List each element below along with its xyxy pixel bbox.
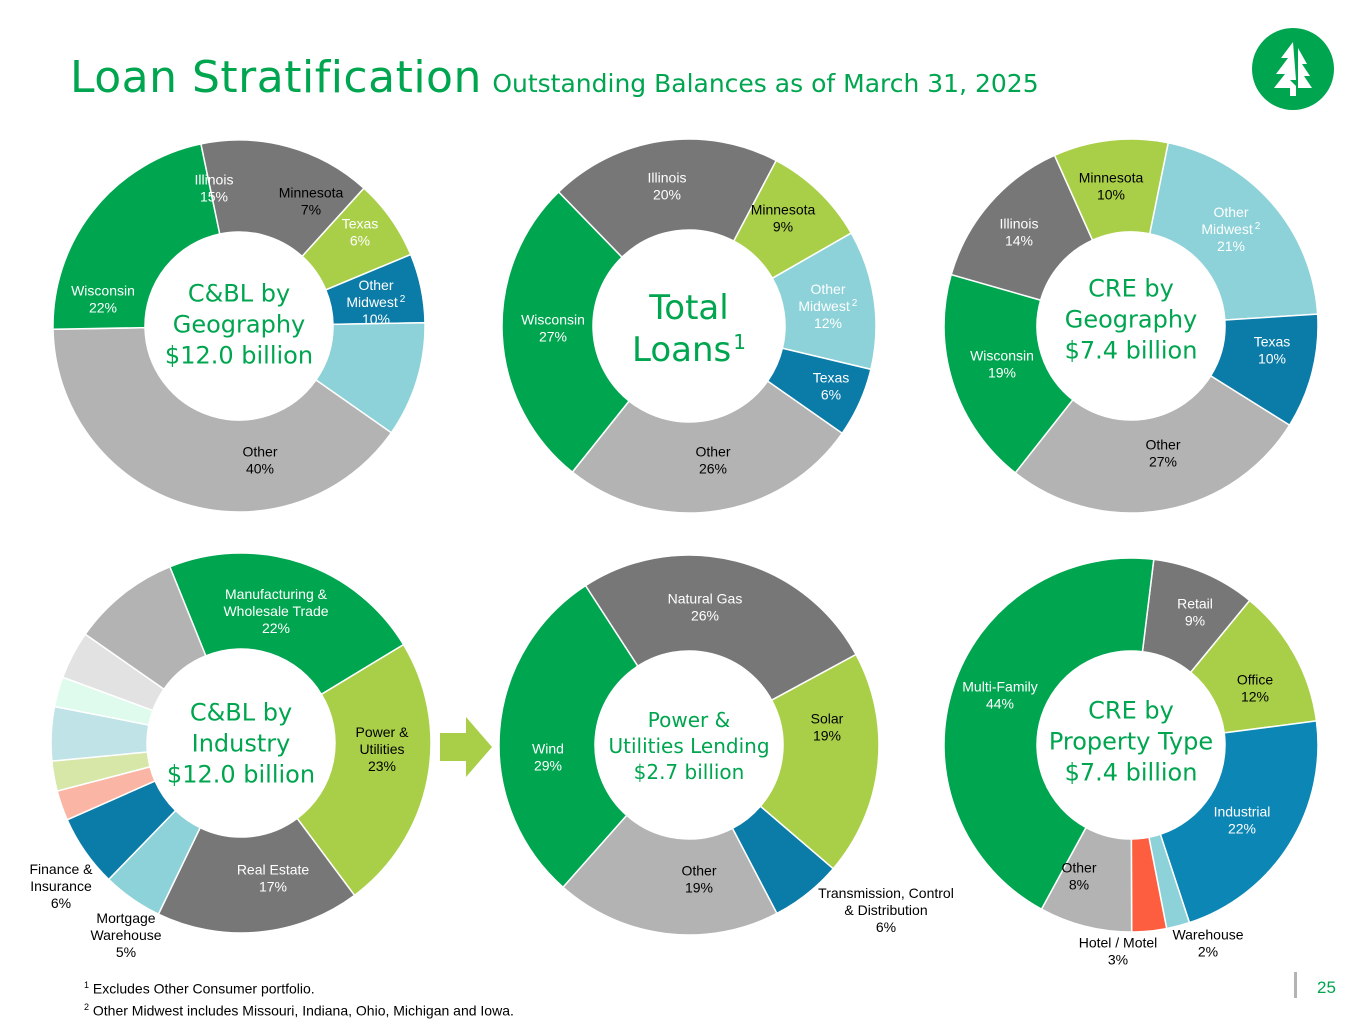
slice-label-other-midwest: Other Midwest $^2$ 10% [346, 277, 406, 327]
donut-chart-6 [944, 558, 1318, 968]
slice-label-texas: Texas 6% [812, 369, 850, 403]
slice-label-other-midwest: Other Midwest $^2$ 21% [1201, 204, 1261, 254]
page-divider [1294, 972, 1297, 998]
slice-label-wisconsin: Wisconsin 19% [970, 347, 1034, 381]
donut-chart-3 [944, 139, 1318, 513]
slice-label-manufacturing-wholesale-trade: Manufacturing & Wholesale Trade 22% [223, 586, 329, 636]
slice-label-illinois: Illinois 15% [194, 171, 234, 205]
footnote-1 [84, 976, 514, 998]
slice-label-wisconsin: Wisconsin 22% [71, 282, 135, 316]
slice-label-other: Other 27% [1145, 436, 1181, 470]
arrow-right-icon [440, 717, 492, 777]
slice-label-warehouse: Warehouse 2% [1172, 926, 1244, 960]
slice-label-multi-family: Multi-Family 44% [962, 678, 1038, 712]
slice-label-finance-insurance: Finance & Insurance 6% [29, 861, 93, 911]
slice-label-other: Other 40% [242, 443, 278, 477]
slice-label-minnesota: Minnesota 9% [750, 201, 816, 235]
slice-label-transmission-control-distribution: Transmission, Control & Distribution 6% [818, 885, 954, 935]
chart-center-title-5: Power & Utilities Lending $2.7 billion [608, 708, 770, 784]
slice-label-minnesota: Minnesota 7% [278, 184, 344, 218]
slice-label-other: Other 19% [681, 862, 717, 896]
donut-chart-4 [29, 553, 431, 960]
slice-label-natural-gas: Natural Gas 26% [667, 590, 743, 624]
slice-label-power-utilities: Power & Utilities 23% [355, 724, 409, 774]
slice-label-industrial: Industrial 22% [1213, 803, 1271, 837]
slice-label-hotel-motel: Hotel / Motel 3% [1078, 934, 1158, 968]
chart-center-title-3: CRE by Geography $7.4 billion [1064, 274, 1198, 365]
slice-label-illinois: Illinois 20% [647, 169, 687, 203]
title-main: Loan Stratification [70, 52, 482, 103]
slice-label-texas: Texas 6% [341, 215, 379, 249]
donut-chart-1 [53, 140, 425, 512]
footnotes [84, 976, 514, 1019]
slice-label-office: Office 12% [1236, 671, 1274, 705]
footnote-2-marker: 2 [84, 1001, 90, 1012]
slice-label-other-midwest: Other Midwest $^2$ 12% [798, 281, 858, 331]
page-number: 25 [1317, 978, 1336, 997]
title-subtitle: Outstanding Balances as of March 31, 2025 [492, 69, 1039, 98]
slice-label-other: Other 26% [695, 443, 731, 477]
slice-label-wisconsin: Wisconsin 27% [521, 311, 585, 345]
slice-label-wind: Wind 29% [532, 740, 564, 774]
slice-label-retail: Retail 9% [1177, 595, 1213, 629]
footnote-2-text: Other Midwest includes Missouri, Indiana, Ohio, Michigan and Iowa. [92, 1002, 514, 1019]
chart-center-title-6: CRE by Property Type $7.4 billion [1048, 696, 1214, 787]
footnote-1-marker: 1 [84, 980, 90, 990]
slice-label-texas: Texas 10% [1253, 333, 1291, 367]
slice-label-mortgage-warehouse: Mortgage Warehouse 5% [90, 910, 162, 960]
donut-chart-5 [499, 555, 954, 935]
slice-label-solar: Solar 19% [810, 710, 844, 744]
slice-label-illinois: Illinois 14% [999, 215, 1039, 249]
slice-label-minnesota: Minnesota 10% [1078, 169, 1144, 203]
footnote-2 [84, 998, 514, 1020]
slice-label-other: Other 8% [1061, 859, 1097, 893]
slice-label-real-estate: Real Estate 17% [236, 861, 310, 895]
footnote-1-text: Excludes Other Consumer portfolio. [92, 980, 315, 997]
donut-chart-2 [502, 139, 876, 513]
chart-center-title-2: Total Loans $^1$ [632, 287, 746, 370]
chart-center-title-4: C&BL by Industry $12.0 billion [166, 698, 316, 789]
chart-center-title-1: C&BL by Geography $12.0 billion [164, 279, 314, 370]
